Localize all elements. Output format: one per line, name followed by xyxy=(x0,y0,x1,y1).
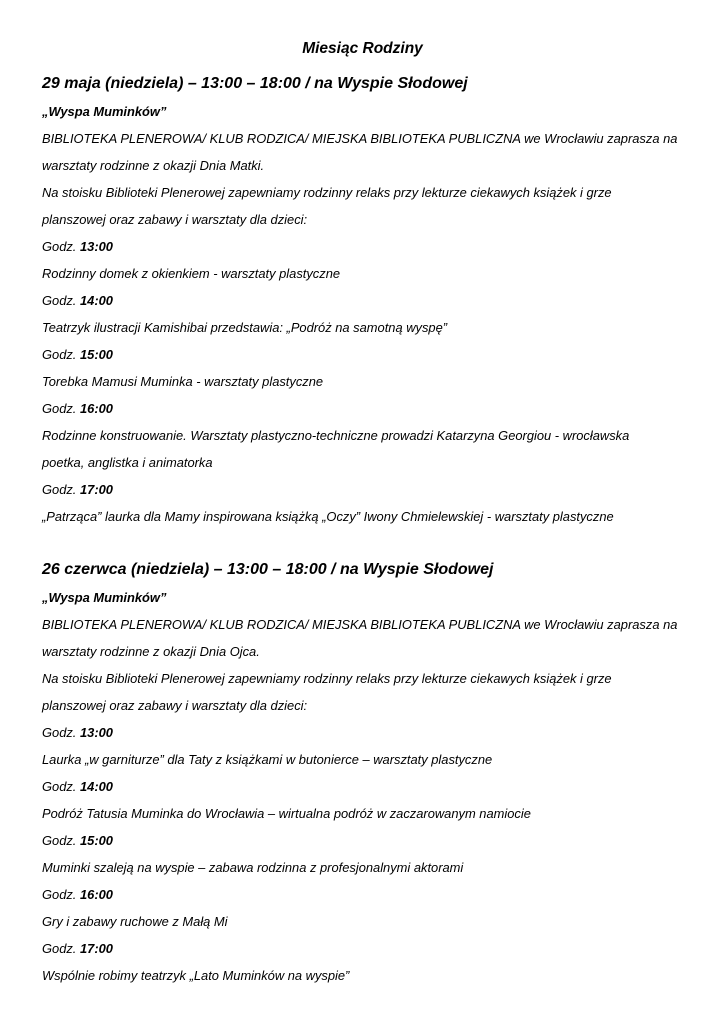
page-title: Miesiąc Rodziny xyxy=(302,40,423,57)
event-time-row xyxy=(42,719,682,746)
event-time: 14:00 xyxy=(80,293,113,308)
event-time: 13:00 xyxy=(80,725,113,740)
time-prefix: Godz. xyxy=(42,401,77,416)
intro-line: warsztaty rodzinne z okazji Dnia Ojca. xyxy=(42,644,260,659)
event-description: Rodzinny domek z okienkiem - warsztaty plastyczne xyxy=(42,266,341,281)
time-prefix: Godz. xyxy=(42,833,77,848)
time-prefix: Godz. xyxy=(42,347,77,362)
event-section-may xyxy=(42,70,682,530)
event-time: 13:00 xyxy=(80,239,113,254)
intro-line: planszowej oraz zabawy i warsztaty dla dzieci: xyxy=(42,212,308,227)
intro-line: warsztaty rodzinne z okazji Dnia Matki. xyxy=(42,158,265,173)
time-prefix: Godz. xyxy=(42,887,77,902)
time-prefix: Godz. xyxy=(42,239,77,254)
event-description: Torebka Mamusi Muminka - warsztaty plastyczne xyxy=(42,374,324,389)
event-time: 14:00 xyxy=(80,779,113,794)
time-prefix: Godz. xyxy=(42,725,77,740)
event-time-row xyxy=(42,341,682,368)
time-prefix: Godz. xyxy=(42,482,77,497)
section-heading: 29 maja (niedziela) – 13:00 – 18:00 / na Wyspie Słodowej xyxy=(42,75,468,92)
event-time-row xyxy=(42,935,682,962)
event-time-row xyxy=(42,827,682,854)
time-prefix: Godz. xyxy=(42,779,77,794)
event-time-row xyxy=(42,287,682,314)
event-time: 15:00 xyxy=(80,347,113,362)
section-subtitle: „Wyspa Muminków” xyxy=(42,104,167,119)
event-description: Teatrzyk ilustracji Kamishibai przedstawia: „Podróż na samotną wyspę” xyxy=(42,320,448,335)
event-time-row xyxy=(42,395,682,422)
event-time-row xyxy=(42,773,682,800)
section-heading: 26 czerwca (niedziela) – 13:00 – 18:00 / na Wyspie Słodowej xyxy=(42,561,494,578)
event-description: Rodzinne konstruowanie. Warsztaty plastyczno-techniczne prowadzi Katarzyna Georgiou - wrocławska xyxy=(42,428,630,443)
event-time: 17:00 xyxy=(80,941,113,956)
intro-line: BIBLIOTEKA PLENEROWA/ KLUB RODZICA/ MIEJSKA BIBLIOTEKA PUBLICZNA we Wrocławiu zaprasza na xyxy=(42,617,678,632)
intro-line: BIBLIOTEKA PLENEROWA/ KLUB RODZICA/ MIEJSKA BIBLIOTEKA PUBLICZNA we Wrocławiu zaprasza na xyxy=(42,131,678,146)
event-time: 16:00 xyxy=(80,401,113,416)
event-description: Gry i zabawy ruchowe z Małą Mi xyxy=(42,914,228,929)
event-section-june xyxy=(42,556,682,989)
event-description: Laurka „w garniturze” dla Taty z książkami w butonierce – warsztaty plastyczne xyxy=(42,752,493,767)
event-time-row xyxy=(42,233,682,260)
event-description: Wspólnie robimy teatrzyk „Lato Muminków na wyspie” xyxy=(42,968,350,983)
time-prefix: Godz. xyxy=(42,293,77,308)
event-time: 17:00 xyxy=(80,482,113,497)
event-description: Muminki szaleją na wyspie – zabawa rodzinna z profesjonalnymi aktorami xyxy=(42,860,464,875)
event-description: „Patrząca” laurka dla Mamy inspirowana książką „Oczy” Iwony Chmielewskiej - warsztaty plastyczne xyxy=(42,509,614,524)
event-time: 16:00 xyxy=(80,887,113,902)
time-prefix: Godz. xyxy=(42,941,77,956)
event-time-row xyxy=(42,881,682,908)
section-subtitle: „Wyspa Muminków” xyxy=(42,590,167,605)
intro-line: Na stoisku Biblioteki Plenerowej zapewniamy rodzinny relaks przy lekturze ciekawych książek i grze xyxy=(42,185,612,200)
intro-line: Na stoisku Biblioteki Plenerowej zapewniamy rodzinny relaks przy lekturze ciekawych książek i grze xyxy=(42,671,612,686)
event-description: poetka, anglistka i animatorka xyxy=(42,455,213,470)
event-time-row xyxy=(42,476,682,503)
event-description: Podróż Tatusia Muminka do Wrocławia – wirtualna podróż w zaczarowanym namiocie xyxy=(42,806,531,821)
intro-line: planszowej oraz zabawy i warsztaty dla dzieci: xyxy=(42,698,308,713)
event-time: 15:00 xyxy=(80,833,113,848)
